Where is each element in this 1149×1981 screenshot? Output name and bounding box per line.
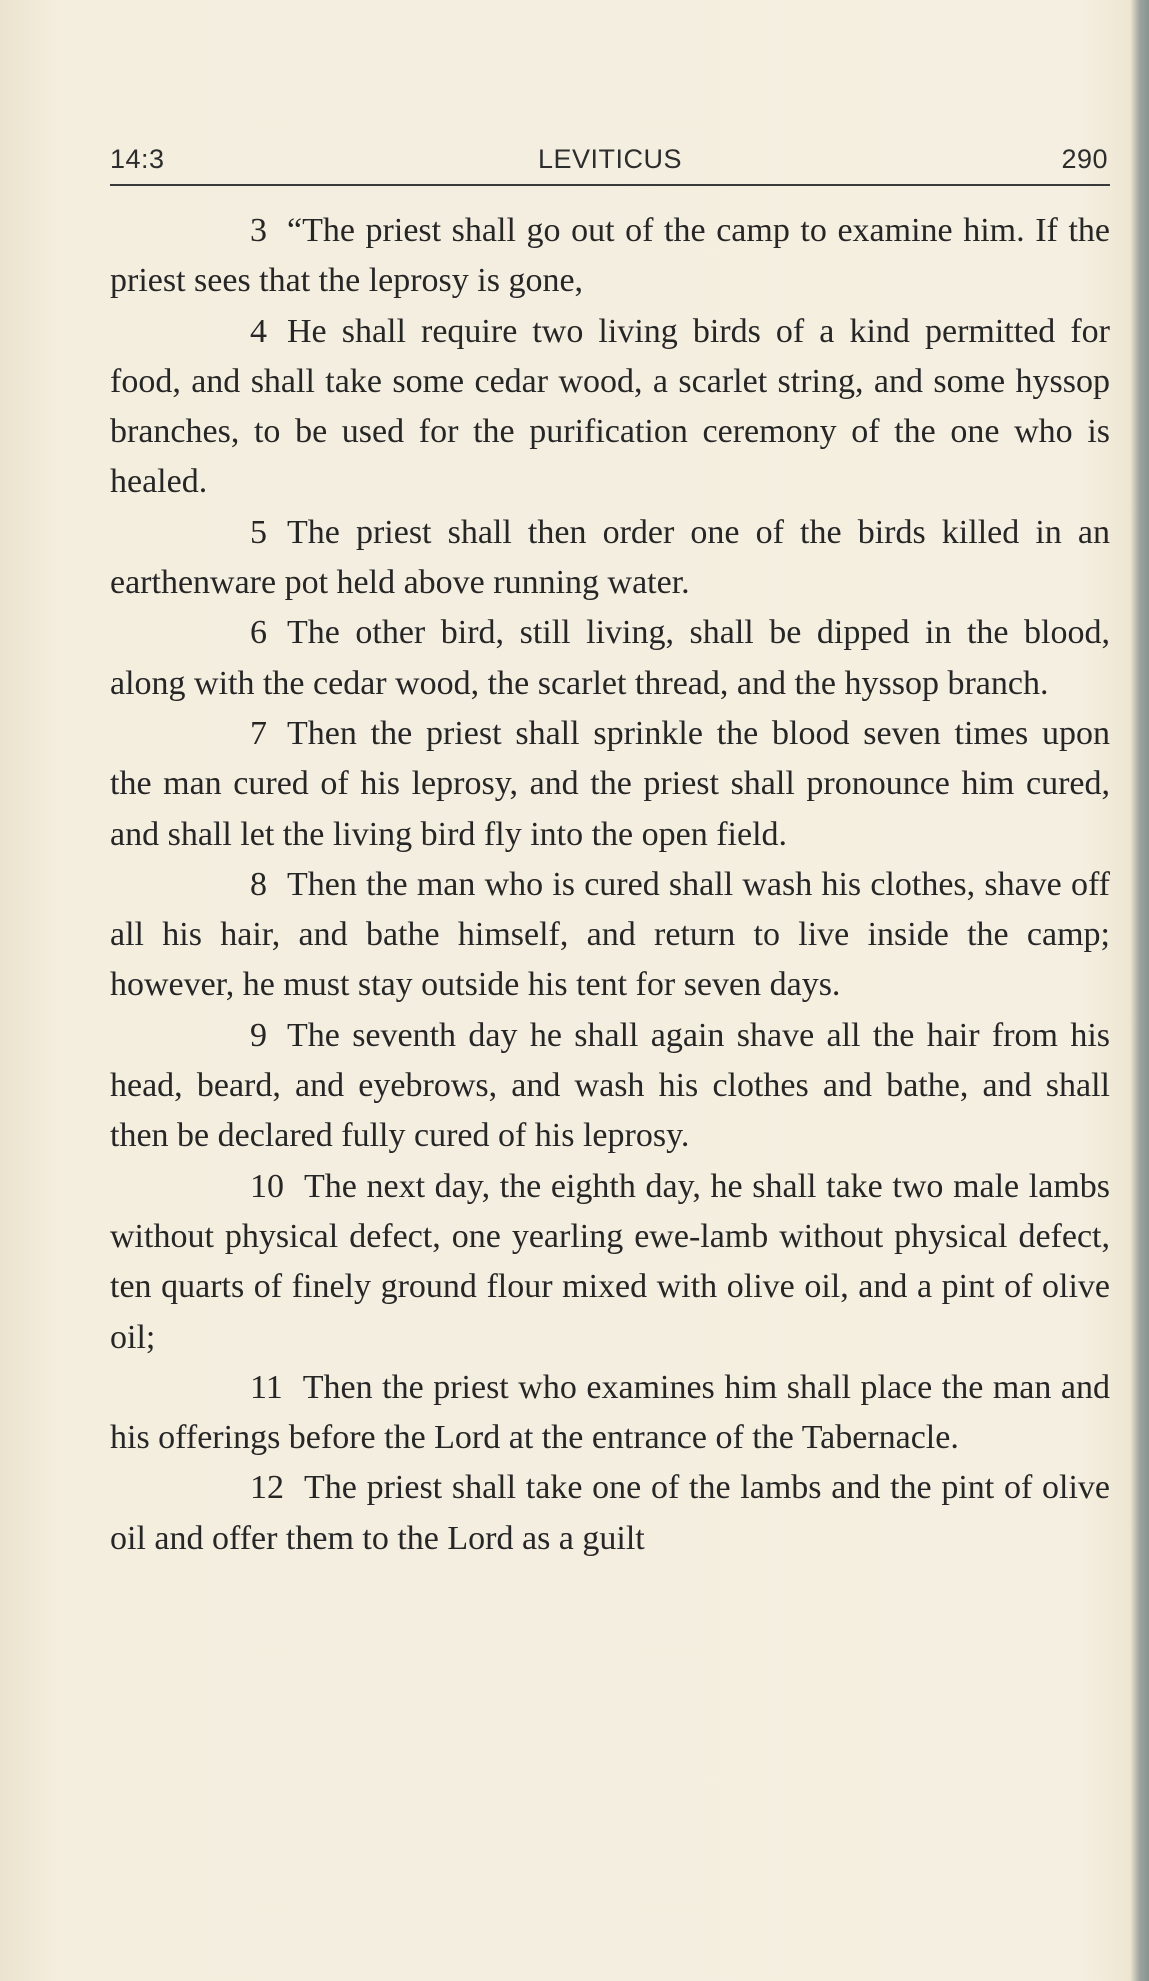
- verse-5: [110, 508, 1110, 609]
- verse-number: 9: [250, 1016, 267, 1054]
- verse-text: Then the priest who examines him shall place the man and his offerings before the Lord at the entrance of the Tabernacle.: [110, 1368, 1110, 1457]
- verse-text: Then the man who is cured shall wash his clothes, shave off all his hair, and bathe himself, and return to live inside the camp; however, he must stay outside his tent for seven days.: [110, 865, 1110, 1004]
- verse-number: 7: [250, 714, 267, 752]
- verse-text: The priest shall then order one of the birds killed in an earthenware pot held above running water.: [110, 513, 1110, 602]
- verse-text: The seventh day he shall again shave all the hair from his head, beard, and eyebrows, and wash his clothes and bathe, and shall then be declared fully cured of his leprosy.: [110, 1016, 1110, 1155]
- verse-text: Then the priest shall sprinkle the blood seven times upon the man cured of his leprosy, and the priest shall pronounce him cured, and shall let the living bird fly into the open field.: [110, 714, 1110, 853]
- chapter-verse-reference: 14:3: [110, 144, 165, 174]
- verse-10: [110, 1162, 1110, 1363]
- verse-text: The priest shall take one of the lambs and the pint of olive oil and offer them to the Lord as a guilt: [110, 1469, 1110, 1557]
- book-title: LEVITICUS: [537, 144, 683, 174]
- verse-4: [110, 307, 1110, 508]
- verse-11: [110, 1363, 1110, 1464]
- verse-7: [110, 709, 1110, 860]
- verse-number: 11: [250, 1368, 283, 1406]
- page-number: 290: [1061, 144, 1108, 174]
- verse-number: 12: [250, 1469, 284, 1507]
- verse-9: [110, 1011, 1110, 1162]
- verse-12: [110, 1463, 1110, 1564]
- verse-text: The other bird, still living, shall be dipped in the blood, along with the cedar wood, the scarlet thread, and the hyssop branch.: [110, 614, 1110, 702]
- verse-number: 5: [250, 513, 267, 551]
- running-header: [110, 140, 1110, 186]
- verse-6: [110, 608, 1110, 709]
- verse-text: The next day, the eighth day, he shall take two male lambs without physical defect, one yearling ewe-lamb without physical defect, ten quarts of finely ground flour mixed with olive oil, and a pint of olive oil;: [110, 1167, 1110, 1356]
- verse-text: “The priest shall go out of the camp to examine him. If the priest sees that the leprosy is gone,: [110, 212, 1110, 300]
- verse-text: He shall require two living birds of a kind permitted for food, and shall take some cedar wood, a scarlet string, and some hyssop branches, to be used for the purification ceremony of the one who is healed.: [110, 312, 1110, 501]
- verse-number: 6: [250, 614, 267, 652]
- verse-number: 3: [250, 212, 267, 249]
- verse-number: 10: [250, 1167, 284, 1205]
- scripture-text: [110, 206, 1110, 1564]
- verse-number: 4: [250, 312, 267, 350]
- verse-3: [110, 206, 1110, 307]
- verse-8: [110, 860, 1110, 1011]
- verse-number: 8: [250, 865, 267, 903]
